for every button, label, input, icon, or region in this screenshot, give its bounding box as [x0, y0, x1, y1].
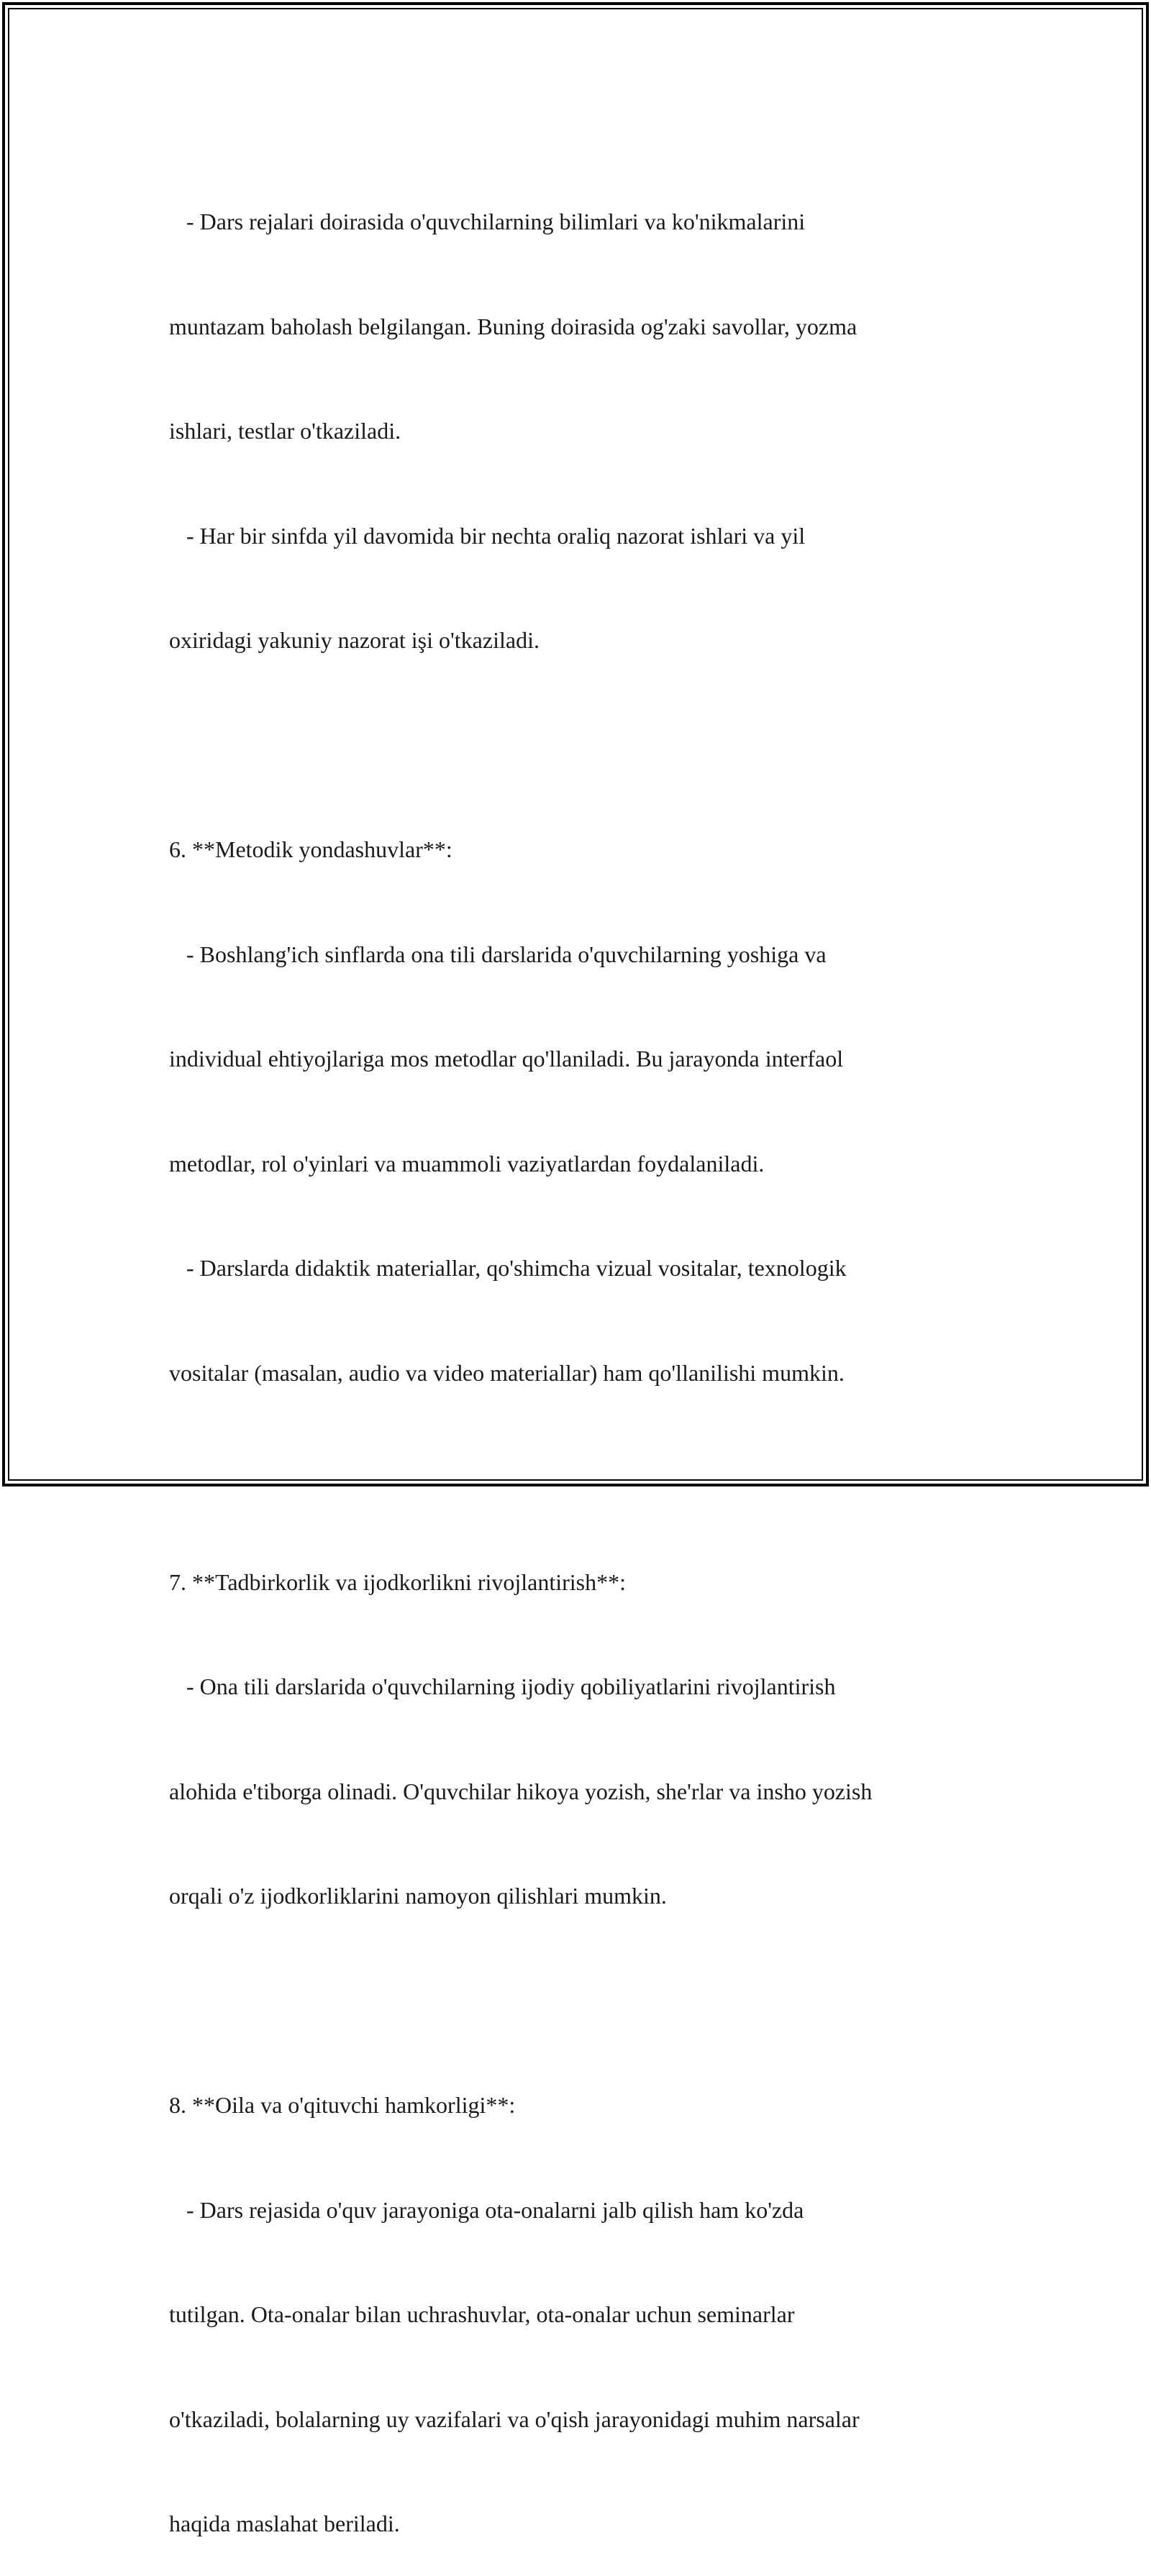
text-line: - Dars rejalari doirasida o'quvchilarning bilimlari va ko'nikmalarini [169, 209, 806, 234]
text-line: oxiridagi yakuniy nazorat işi o'tkaziladi. [169, 627, 540, 653]
section-heading-8: 8. **Oila va o'qituvchi hamkorligi**: [169, 2092, 516, 2118]
text-line: - Boshlang'ich sinflarda ona tili darslarida o'quvchilarning yoshiga va [169, 941, 827, 967]
text-line: orqali o'z ijodkorliklarini namoyon qilishlari mumkin. [169, 1883, 667, 1909]
section-heading-7: 7. **Tadbirkorlik va ijodkorlikni rivojlantirish**: [169, 1568, 627, 1595]
document-body [169, 134, 1004, 2576]
text-line: individual ehtiyojlariga mos metodlar qo'llaniladi. Bu jarayonda interfaol [169, 1046, 844, 1072]
text-line: - Dars rejasida o'quv jarayoniga ota-onalarni jalb qilish ham ko'zda [169, 2196, 804, 2223]
text-line: alohida e'tiborga olinadi. O'quvchilar hikoya yozish, she'rlar va insho yozish [169, 1778, 873, 1804]
text-line: tutilgan. Ota-onalar bilan uchrashuvlar, ota-onalar uchun seminarlar [169, 2301, 795, 2327]
blank-line [169, 728, 1004, 763]
text-line: ishlari, testlar o'tkaziladi. [169, 418, 401, 444]
text-line: muntazam baholash belgilangan. Buning doirasida og'zaki savollar, yozma [169, 313, 857, 339]
text-line: vositalar (masalan, audio va video materiallar) ham qo'llanilishi mumkin. [169, 1359, 845, 1386]
text-line: metodlar, rol o'yinlari va muammoli vaziyatlardan foydalaniladi. [169, 1150, 765, 1177]
text-line: o'tkaziladi, bolalarning uy vazifalari va o'qish jarayonidagi muhim narsalar [169, 2406, 860, 2432]
text-line: - Darslarda didaktik materiallar, qo'shimcha vizual vositalar, texnologik [169, 1255, 847, 1281]
blank-line [169, 1460, 1004, 1495]
blank-line [169, 1983, 1004, 2019]
section-heading-6: 6. **Metodik yondashuvlar**: [169, 836, 452, 862]
text-line: - Har bir sinfda yil davomida bir nechta oraliq nazorat ishlari va yil [169, 522, 806, 549]
text-line: - Ona tili darslarida o'quvchilarning ijodiy qobiliyatlarini rivojlantirish [169, 1673, 836, 1699]
text-line: haqida maslahat beriladi. [169, 2511, 400, 2536]
